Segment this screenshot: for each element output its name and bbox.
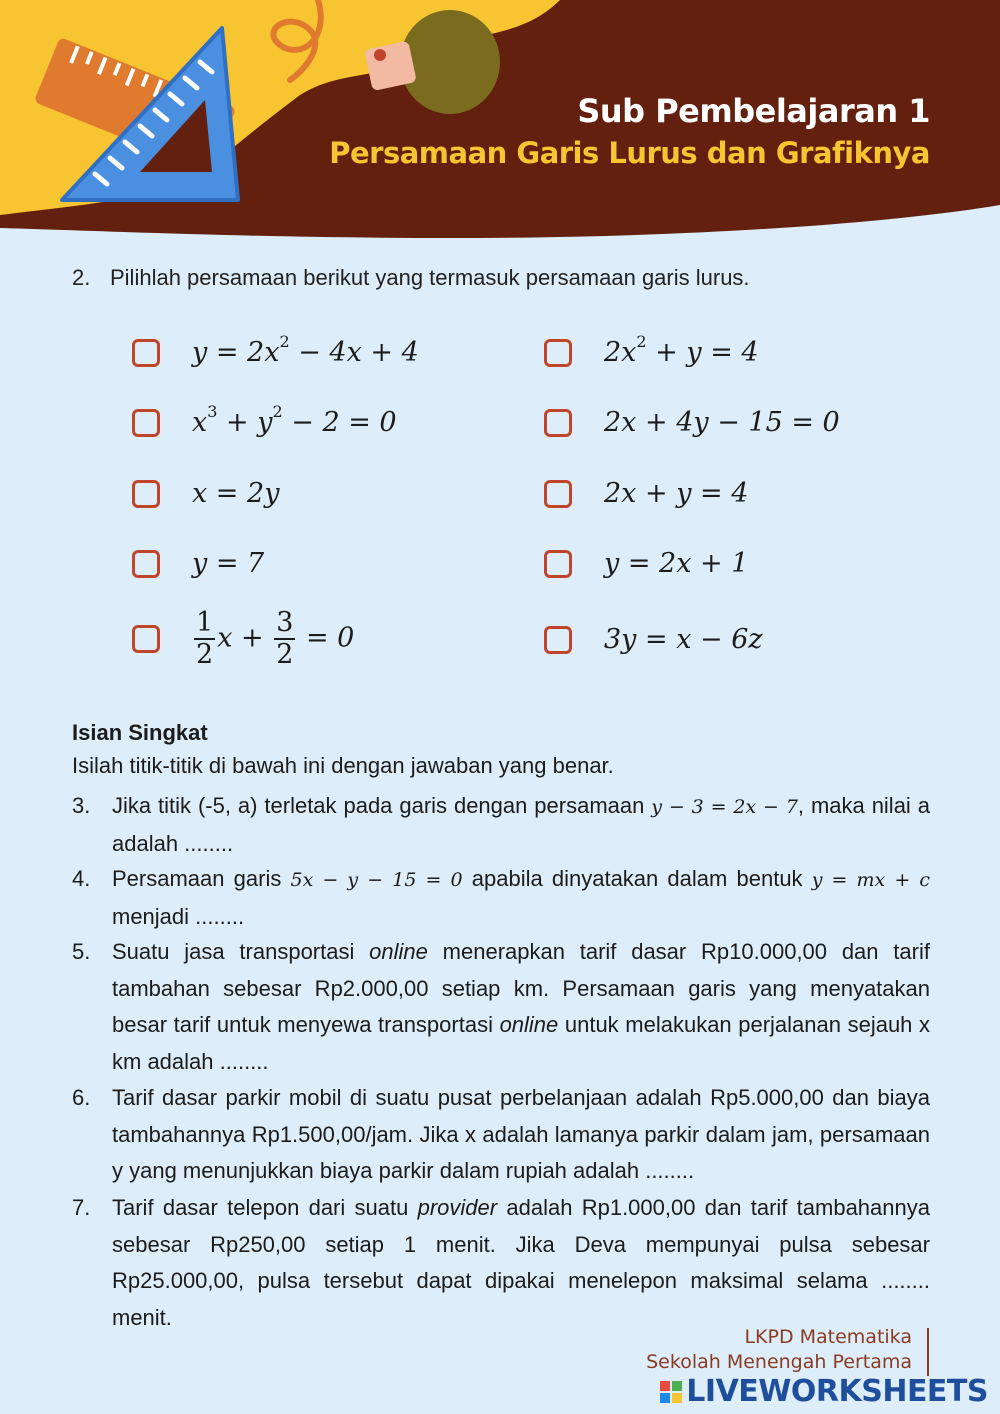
- logo-grid-icon: [660, 1381, 682, 1403]
- option-right-4[interactable]: [544, 548, 748, 579]
- option-formula: $\frac{1}{2}$ x + $\frac{3}{2}$ = 0: [196, 607, 355, 670]
- option-left-5[interactable]: [132, 608, 354, 670]
- question-number: 7.: [72, 1195, 91, 1220]
- question-4: [72, 861, 930, 935]
- option-left-1[interactable]: [132, 332, 419, 368]
- option-right-2[interactable]: [544, 407, 840, 438]
- checkbox[interactable]: [544, 339, 572, 367]
- option-right-1[interactable]: [544, 332, 759, 368]
- option-left-3[interactable]: [132, 478, 279, 509]
- question-text: Persamaan garis 5x − y − 15 = 0 apabila dinyatakan dalam bentuk y = mx + c menjadi ........: [112, 866, 931, 929]
- question-number: 6.: [72, 1085, 91, 1110]
- checkbox[interactable]: [544, 550, 572, 578]
- option-formula: $y = 2x^2 - 4x + 4$: [192, 332, 419, 368]
- question-text: Suatu jasa transportasi online menerapkan tarif dasar Rp10.000,00 dan tarif tambahan sebesar Rp2.000,00 setiap km. Persamaan garis yang menyatakan besar tarif untuk menyewa transportasi online untuk melakukan perjalanan sejauh x km adalah ........: [112, 939, 930, 1074]
- question-text: Jika titik (-5, a) terletak pada garis dengan persamaan y − 3 = 2x − 7, maka nilai a adalah ........: [112, 793, 930, 856]
- page-subtitle: Persamaan Garis Lurus dan Grafiknya: [329, 136, 930, 170]
- question-2-text: Pilihlah persamaan berikut yang termasuk persamaan garis lurus.: [110, 265, 750, 290]
- question-3: [72, 788, 930, 862]
- option-formula: 2x + y = 4: [604, 478, 749, 509]
- question-6: [72, 1080, 930, 1190]
- page-title: Sub Pembelajaran 1: [577, 92, 930, 130]
- option-formula: y = 2x + 1: [604, 548, 749, 579]
- checkbox[interactable]: [132, 550, 160, 578]
- footer-subject: LKPD Matematika: [744, 1326, 912, 1348]
- option-formula: 3y = x − 6z: [604, 624, 763, 655]
- checkbox[interactable]: [544, 480, 572, 508]
- checkbox[interactable]: [132, 339, 160, 367]
- footer-school: Sekolah Menengah Pertama: [646, 1351, 912, 1373]
- option-left-4[interactable]: [132, 548, 264, 579]
- question-number: 3.: [72, 793, 91, 818]
- question-text: Tarif dasar parkir mobil di suatu pusat perbelanjaan adalah Rp5.000,00 dan biaya tambahannya Rp1.500,00/jam. Jika x adalah lamanya parkir dalam jam, persamaan y yang menunjukkan biaya parkir dalam rupiah adalah ........: [112, 1085, 930, 1183]
- checkbox[interactable]: [544, 626, 572, 654]
- question-number: 4.: [72, 866, 91, 891]
- checkbox[interactable]: [132, 625, 160, 653]
- brand-name: LIVEWORKSHEETS: [686, 1374, 988, 1409]
- question-5: [72, 934, 930, 1080]
- section-instruction: Isilah titik-titik di bawah ini dengan jawaban yang benar.: [72, 753, 614, 778]
- liveworksheets-logo[interactable]: [660, 1374, 988, 1409]
- question-text: Tarif dasar telepon dari suatu provider adalah Rp1.000,00 dan tarif tambahannya sebesar Rp250,00 setiap 1 menit. Jika Deva mempunyai pulsa sebesar Rp25.000,00, pulsa tersebut dapat dipakai menelepon maksimal selama ........ menit.: [112, 1195, 930, 1330]
- question-number: 5.: [72, 939, 91, 964]
- checkbox[interactable]: [132, 409, 160, 437]
- question-2-number: 2.: [72, 265, 91, 290]
- option-right-5[interactable]: [544, 624, 763, 655]
- checkbox[interactable]: [544, 409, 572, 437]
- section-title: Isian Singkat: [72, 720, 208, 745]
- option-right-3[interactable]: [544, 478, 748, 509]
- option-formula: 2x + 4y − 15 = 0: [604, 407, 840, 438]
- option-formula: x = 2y: [192, 478, 280, 509]
- option-left-2[interactable]: [132, 402, 397, 438]
- checkbox[interactable]: [132, 480, 160, 508]
- option-formula: y = 7: [192, 548, 265, 579]
- option-formula: $2x^2 + y = 4$: [604, 332, 759, 368]
- option-formula: $x^3 + y^2 - 2 = 0$: [192, 402, 397, 438]
- question-7: [72, 1190, 930, 1336]
- footer-divider: [927, 1328, 929, 1376]
